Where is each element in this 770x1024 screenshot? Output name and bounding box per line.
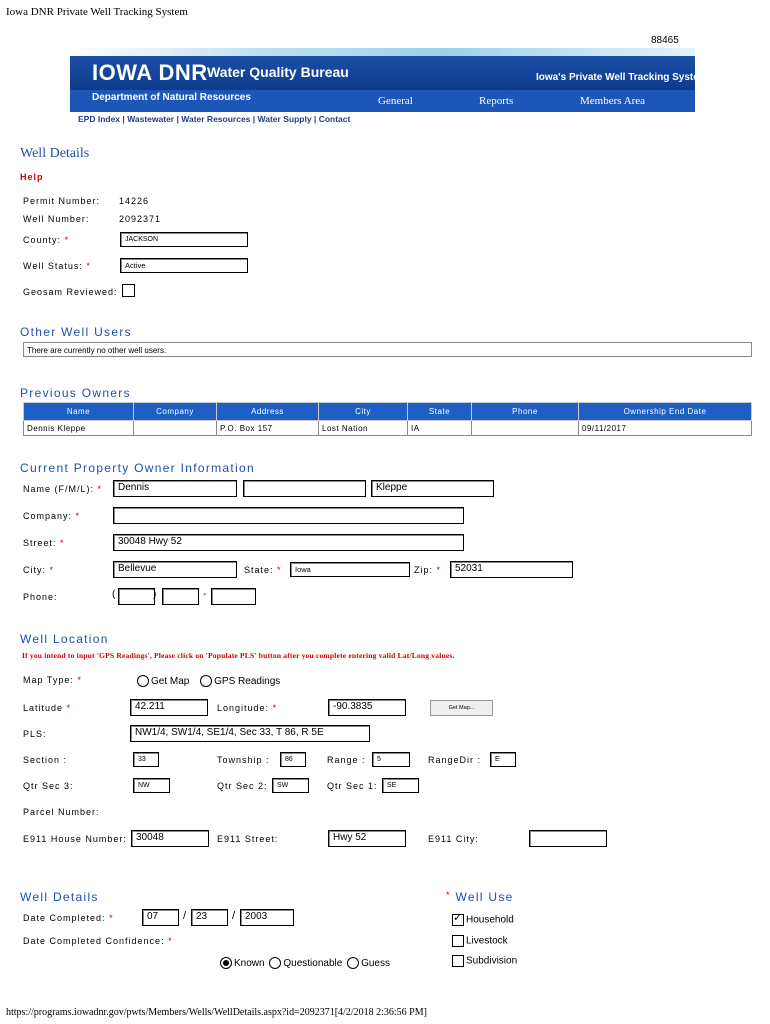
owner-name-label: Name (F/M/L): * xyxy=(23,484,103,494)
current-owner-title: Current Property Owner Information xyxy=(20,461,255,475)
banner-nav-bar xyxy=(70,90,695,112)
company-label: Company: * xyxy=(23,511,81,521)
e911-city-label: E911 City: xyxy=(428,834,479,844)
qtr-sec-3-label: Qtr Sec 3: xyxy=(23,781,74,791)
map-type-get-map-radio[interactable]: Get Map xyxy=(137,676,189,687)
date-day-field[interactable]: 23 xyxy=(191,909,228,926)
owner-last-name-field[interactable]: Kleppe xyxy=(371,480,494,497)
date-year-field[interactable]: 2003 xyxy=(240,909,294,926)
county-label: County: * xyxy=(23,235,70,245)
date-confidence-label: Date Completed Confidence: * xyxy=(23,936,173,946)
well-use-title: * Well Use xyxy=(446,890,514,904)
e911-street-label: E911 Street: xyxy=(217,834,279,844)
geosam-reviewed-checkbox[interactable] xyxy=(122,284,135,297)
geosam-reviewed-label: Geosam Reviewed: xyxy=(23,287,118,297)
pls-field[interactable]: NW1/4, SW1/4, SE1/4, Sec 33, T 86, R 5E xyxy=(130,725,370,742)
qtr-sec-2-label: Qtr Sec 2: xyxy=(217,781,268,791)
confidence-known-radio[interactable]: Known xyxy=(220,958,265,969)
county-field[interactable]: JACKSON xyxy=(120,232,248,247)
zip-field[interactable]: 52031 xyxy=(450,561,573,578)
other-users-message: There are currently no other well users. xyxy=(23,342,752,357)
previous-owners-title: Previous Owners xyxy=(20,386,131,400)
date-completed-label: Date Completed: * xyxy=(23,913,114,923)
qtr-sec-2-field[interactable]: SW xyxy=(272,778,309,793)
city-label: City: * xyxy=(23,565,55,575)
banner-logo: IOWA DNR xyxy=(92,60,208,85)
permit-number-value: 14226 xyxy=(119,196,150,206)
map-type-options xyxy=(137,675,280,687)
column-header: City xyxy=(319,403,408,421)
well-details-title: Well Details xyxy=(20,146,90,161)
date-slash: / xyxy=(232,910,236,922)
column-header: Phone xyxy=(472,403,579,421)
banner-wave xyxy=(70,48,695,56)
page-id-number: 88465 xyxy=(651,35,679,46)
phone-area-code-field[interactable] xyxy=(118,588,155,605)
e911-house-number-label: E911 House Number: xyxy=(23,834,127,844)
rangedir-label: RangeDir : xyxy=(428,755,482,765)
link-separator: | xyxy=(122,114,125,124)
confidence-questionable-radio[interactable]: Questionable xyxy=(269,958,342,969)
well-status-field[interactable]: Active xyxy=(120,258,248,273)
state-label: State: * xyxy=(244,565,282,575)
latitude-label: Latitude * xyxy=(23,703,72,713)
section-label: Section : xyxy=(23,755,68,765)
map-type-label: Map Type: * xyxy=(23,675,82,685)
nav-reports[interactable]: Reports xyxy=(479,95,514,107)
permit-number-label: Permit Number: xyxy=(23,196,101,206)
banner-link-strip xyxy=(70,112,363,126)
nav-members-area[interactable]: Members Area xyxy=(580,95,646,107)
nav-general[interactable]: General xyxy=(378,95,413,107)
link-contact[interactable]: Contact xyxy=(318,114,351,124)
well-location-title: Well Location xyxy=(20,632,109,646)
banner-system-name: Iowa's Private Well Tracking System xyxy=(536,72,708,83)
table-cell: 09/11/2017 xyxy=(579,421,752,436)
qtr-sec-1-field[interactable]: SE xyxy=(382,778,419,793)
e911-house-number-field[interactable]: 30048 xyxy=(131,830,209,847)
table-cell: P.O. Box 157 xyxy=(217,421,319,436)
company-field[interactable] xyxy=(113,507,464,524)
well-use-subdivision-checkbox[interactable]: Subdivision xyxy=(452,955,517,967)
confidence-guess-radio[interactable]: Guess xyxy=(347,958,390,969)
other-users-title: Other Well Users xyxy=(20,325,132,339)
link-separator: | xyxy=(313,114,317,124)
table-cell: Dennis Kleppe xyxy=(24,421,134,436)
table-cell xyxy=(134,421,217,436)
owner-first-name-field[interactable]: Dennis xyxy=(113,480,237,497)
well-use-livestock-checkbox[interactable]: Livestock xyxy=(452,935,508,947)
link-epd-index[interactable]: EPD Index xyxy=(78,114,121,124)
column-header: Address xyxy=(217,403,319,421)
column-header: Ownership End Date xyxy=(579,403,752,421)
phone-paren-close: ) xyxy=(153,589,157,600)
owner-middle-name-field[interactable] xyxy=(243,480,366,497)
table-cell xyxy=(472,421,579,436)
gps-notice: If you intend to input 'GPS Readings', Please click on 'Populate PLS' button after you complete entering valid Lat/Long values. xyxy=(22,651,455,660)
date-month-field[interactable]: 07 xyxy=(142,909,179,926)
link-wastewater[interactable]: Wastewater xyxy=(127,114,175,124)
table-row xyxy=(24,421,752,436)
pls-label: PLS: xyxy=(23,729,47,739)
previous-owners-table xyxy=(23,402,752,436)
city-field[interactable]: Bellevue xyxy=(113,561,237,578)
qtr-sec-3-field[interactable]: NW xyxy=(133,778,170,793)
zip-label: Zip: * xyxy=(414,565,442,575)
range-field[interactable]: 5 xyxy=(372,752,410,767)
rangedir-field[interactable]: E xyxy=(490,752,516,767)
link-separator: | xyxy=(252,114,256,124)
state-field[interactable]: Iowa xyxy=(290,562,410,577)
street-label: Street: * xyxy=(23,538,65,548)
link-separator: | xyxy=(176,114,179,124)
phone-line-field[interactable] xyxy=(211,588,256,605)
document-title: Iowa DNR Private Well Tracking System xyxy=(6,6,188,18)
latitude-field[interactable]: 42.211 xyxy=(130,699,208,716)
table-header-row xyxy=(24,403,752,421)
well-details-dates-title: Well Details xyxy=(20,890,99,904)
phone-prefix-field[interactable] xyxy=(162,588,199,605)
well-number-label: Well Number: xyxy=(23,214,90,224)
well-number-value: 2092371 xyxy=(119,214,162,224)
longitude-field[interactable]: -90.3835 xyxy=(328,699,406,716)
qtr-sec-1-label: Qtr Sec 1: xyxy=(327,781,378,791)
township-label: Township : xyxy=(217,755,270,765)
longitude-label: Longitude: * xyxy=(217,703,278,713)
phone-paren-open: ( xyxy=(112,589,116,600)
banner-department: Department of Natural Resources xyxy=(92,92,251,103)
range-label: Range : xyxy=(327,755,366,765)
e911-city-field[interactable] xyxy=(529,830,607,847)
phone-dash: - xyxy=(203,589,207,600)
street-field[interactable]: 30048 Hwy 52 xyxy=(113,534,464,551)
column-header: State xyxy=(408,403,472,421)
table-cell: Lost Nation xyxy=(319,421,408,436)
map-type-gps-radio[interactable]: GPS Readings xyxy=(200,676,280,687)
banner xyxy=(70,48,708,124)
township-field[interactable]: 86 xyxy=(280,752,306,767)
date-slash: / xyxy=(183,910,187,922)
date-confidence-options xyxy=(220,957,390,969)
get-map-button[interactable]: Get Map... xyxy=(430,700,493,716)
link-water-resources[interactable]: Water Resources xyxy=(181,114,251,124)
parcel-number-label: Parcel Number: xyxy=(23,807,100,817)
link-water-supply[interactable]: Water Supply xyxy=(257,114,312,124)
e911-street-field[interactable]: Hwy 52 xyxy=(328,830,406,847)
well-status-label: Well Status: * xyxy=(23,261,91,271)
page-url-footer: https://programs.iowadnr.gov/pwts/Members/Wells/WellDetails.aspx?id=2092371[4/2/2018 2:36:56 PM] xyxy=(6,1007,427,1018)
phone-label: Phone: xyxy=(23,592,58,602)
column-header: Company xyxy=(134,403,217,421)
column-header: Name xyxy=(24,403,134,421)
section-field[interactable]: 33 xyxy=(133,752,159,767)
banner-bureau: Water Quality Bureau xyxy=(207,64,349,80)
well-use-household-checkbox[interactable]: ✓Household xyxy=(452,914,514,926)
help-link[interactable]: Help xyxy=(20,172,44,182)
table-cell: IA xyxy=(408,421,472,436)
